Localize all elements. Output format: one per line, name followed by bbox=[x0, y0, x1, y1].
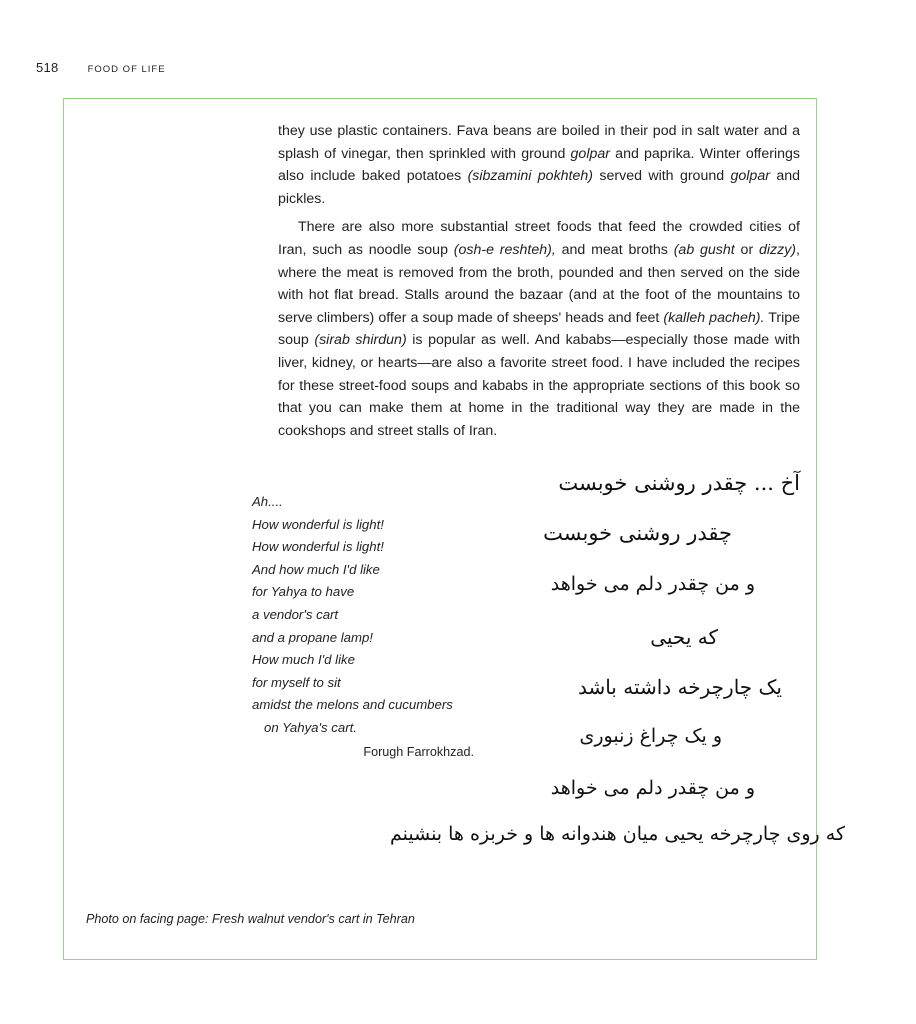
persian-line: که یحیی bbox=[650, 625, 718, 649]
text-run: and pickles. bbox=[278, 168, 800, 207]
page-number: 518 bbox=[36, 60, 59, 75]
persian-line: یک چارچرخه داشته باشد bbox=[577, 675, 782, 699]
text-run: and meat broths bbox=[555, 241, 674, 258]
english-poem bbox=[252, 491, 474, 763]
persian-line: و من چقدر دلم می خواهد bbox=[550, 777, 755, 799]
photo-caption: Photo on facing page: Fresh walnut vendor's cart in Tehran bbox=[86, 912, 415, 926]
persian-line: آخ ... چقدر روشنی خوبست bbox=[558, 471, 800, 495]
persian-line: و من چقدر دلم می خواهد bbox=[550, 573, 755, 595]
italic-term: (osh-e reshteh), bbox=[453, 241, 556, 258]
poem-line: How wonderful is light! bbox=[252, 539, 384, 555]
poem-line: How much I'd like bbox=[252, 652, 355, 668]
poem-line: for myself to sit bbox=[252, 674, 341, 690]
persian-line: و یک چراغ زنبوری bbox=[579, 725, 722, 747]
poem-line: on Yahya's cart. bbox=[264, 719, 357, 735]
italic-term: golpar bbox=[570, 145, 610, 162]
italic-term: dizzy) bbox=[758, 241, 797, 258]
italic-term: (sirab shirdun) bbox=[314, 332, 407, 349]
paragraph-2 bbox=[278, 216, 800, 442]
text-run: and paprika. Winter offerings also include baked potatoes bbox=[278, 145, 800, 185]
poem-attribution: Forugh Farrokhzad. bbox=[363, 744, 474, 759]
persian-line: که روی چارچرخه یحیی میان هندوانه ها و خربزه ها بنشینم bbox=[390, 823, 845, 845]
text-run: Tripe soup bbox=[278, 309, 800, 349]
text-run: , where the meat is removed from the broth, pounded and then served on the side with hot flat bread. Stalls around the bazaar (and at the foot of the mountains to serve climbers) offer a soup made of sheeps' heads and feet bbox=[278, 241, 800, 326]
text-run: served with ground bbox=[593, 168, 731, 185]
text-run: they use plastic containers. Fava beans are boiled in their pod in salt water and a splash of vinegar, then sprinkled with ground bbox=[278, 123, 800, 162]
poem-line: How wonderful is light! bbox=[252, 516, 384, 532]
text-run: There are also more substantial street foods that feed the crowded cities of Iran, such as noodle soup bbox=[278, 219, 800, 258]
poem-line: And how much I'd like bbox=[252, 561, 380, 577]
running-head bbox=[36, 60, 166, 75]
italic-term: (ab gusht bbox=[673, 241, 735, 258]
persian-line: چقدر روشنی خوبست bbox=[543, 521, 732, 545]
text-run: is popular as well. And kababs—especially those made with liver, kidney, or hearts—are also a favorite street food. I have included the recipes for these street-food soups and kababs in the appropriate sections of this book so that you can make them at home in the traditional way they are made in the cookshops and street stalls of Iran. bbox=[278, 332, 800, 439]
paragraph-1 bbox=[278, 120, 800, 210]
italic-term: (kalleh pacheh). bbox=[663, 309, 765, 326]
italic-term: (sibzamini pokhteh) bbox=[467, 168, 594, 185]
text-run: or bbox=[734, 241, 759, 258]
italic-term: golpar bbox=[730, 168, 770, 185]
running-title: FOOD OF LIFE bbox=[87, 64, 166, 75]
poem-line: a vendor's cart bbox=[252, 606, 339, 622]
poem-line: and a propane lamp! bbox=[252, 629, 373, 645]
poem-line: amidst the melons and cucumbers bbox=[252, 697, 453, 713]
poem-line: for Yahya to have bbox=[252, 584, 355, 600]
body-text bbox=[278, 120, 800, 442]
poem-line: Ah.... bbox=[252, 494, 283, 509]
